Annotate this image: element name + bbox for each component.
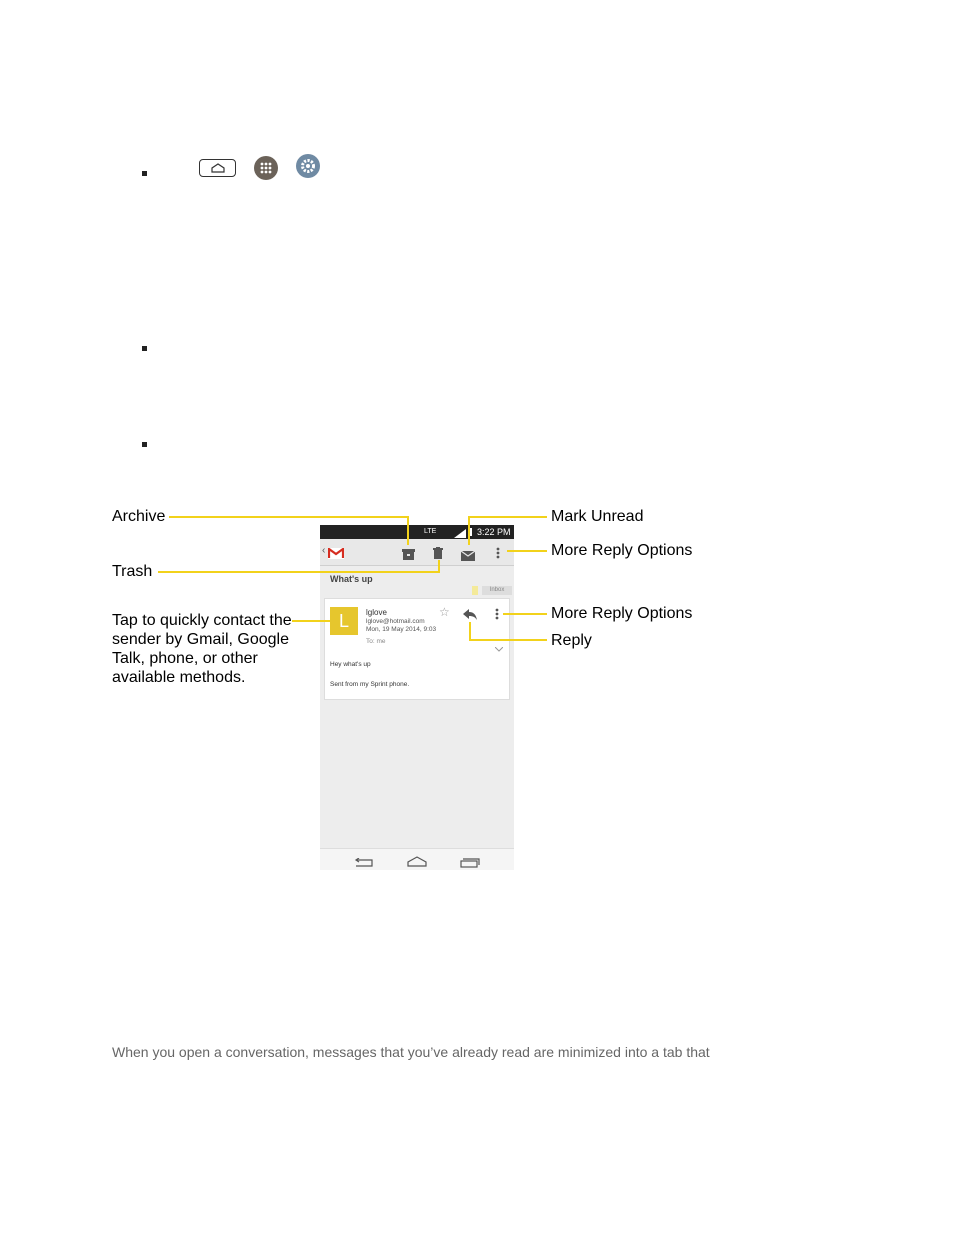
label-chip-inbox[interactable]: Inbox (482, 586, 512, 595)
home-icon[interactable] (407, 854, 427, 870)
recents-icon[interactable] (460, 855, 480, 870)
gmail-logo-icon (328, 546, 344, 564)
archive-icon[interactable] (402, 547, 415, 565)
bullet-1 (142, 171, 147, 176)
bullet-2 (142, 346, 147, 351)
avatar[interactable]: L (330, 607, 358, 635)
phone-screenshot (320, 525, 514, 870)
battery-icon (468, 528, 472, 536)
callout-mark-unread: Mark Unread (551, 508, 644, 525)
body-paragraph: When you open a conversation, messages that you’ve already read are minimized into a tab that (112, 1044, 710, 1060)
callout-trash: Trash (112, 563, 153, 580)
message-body-line2: Sent from my Sprint phone. (330, 681, 410, 688)
callout-archive: Archive (112, 508, 166, 525)
trash-icon[interactable] (433, 546, 443, 564)
signal-icon (454, 528, 464, 536)
status-bar (320, 525, 514, 539)
to-line: To: me (366, 638, 386, 645)
status-network: LTE (424, 528, 437, 535)
up-chevron-icon[interactable]: ‹ (322, 545, 326, 556)
nav-bar (320, 848, 514, 870)
callout-more-reply-options-msg: More Reply Options (551, 605, 693, 622)
overflow-icon[interactable] (496, 546, 500, 564)
home-key-icon (199, 159, 236, 177)
callout-reply: Reply (551, 632, 592, 649)
message-card (324, 598, 510, 700)
bullet-3 (142, 442, 147, 447)
sent-date: Mon, 19 May 2014, 9:03 (366, 626, 437, 633)
action-bar (320, 539, 514, 566)
callout-more-reply-options-top: More Reply Options (551, 542, 693, 559)
sender-email: lglove@hotmail.com (366, 618, 425, 625)
mail-icon[interactable] (461, 548, 475, 566)
status-time: 3:22 PM (477, 527, 511, 537)
important-marker-icon (472, 586, 478, 595)
chevron-down-icon[interactable] (495, 639, 503, 657)
back-icon[interactable] (354, 855, 374, 870)
sender-name: lglove (366, 608, 387, 617)
star-icon[interactable]: ☆ (439, 605, 450, 619)
apps-icon (254, 156, 278, 180)
message-body-line1: Hey what's up (330, 661, 371, 668)
message-overflow-icon[interactable] (495, 607, 499, 625)
settings-icon (296, 154, 320, 178)
conversation-subject: What's up (330, 574, 373, 584)
reply-icon[interactable] (463, 607, 477, 625)
callout-contact-sender: Tap to quickly contact the sender by Gmail, Google Talk, phone, or other available methods. (112, 612, 292, 686)
